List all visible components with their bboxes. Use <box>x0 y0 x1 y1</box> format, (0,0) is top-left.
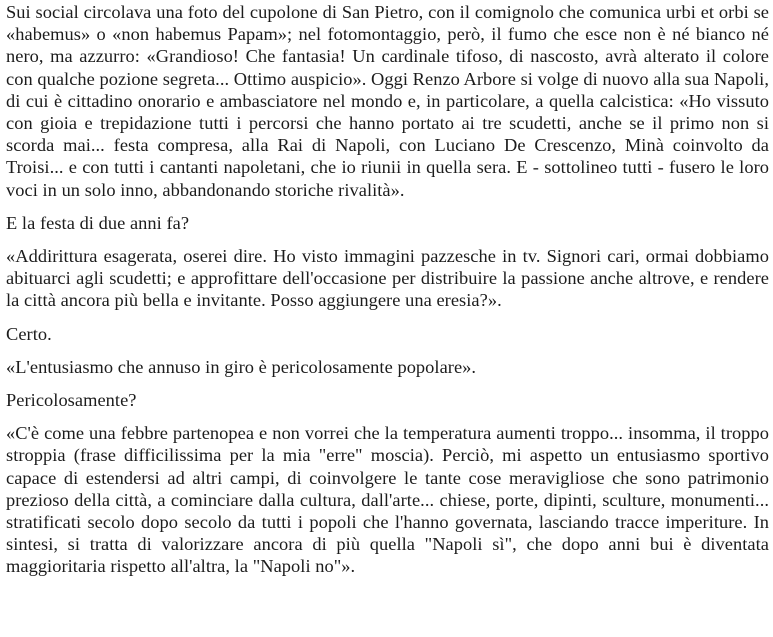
article-paragraph-intro: Sui social circolava una foto del cupolone di San Pietro, con il comignolo che comunica urbi et orbi se «habemus» o «non habemus Papam»; nel fotomontaggio, però, il fumo che esce non è né bianco né nero, ma azzurro: «Grandioso! Che fantasia! Un cardinale tifoso, di nascosto, avrà alterato il colore con qualche pozione segreta... Ottimo auspicio». Oggi Renzo Arbore si volge di nuovo alla sua Napoli, di cui è cittadino onorario e ambasciatore nel mondo e, in particolare, a quella calcistica: «Ho vissuto con gioia e trepidazione tutti i percorsi che hanno portato ai tre scudetti, anche se il primo non si scorda mai... festa compresa, alla Rai di Napoli, con Luciano De Crescenzo, Minà coinvolto da Troisi... e con tutti i cantanti napoletani, che io riunii in quella sera. E - sottolineo tutti - fusero le loro voci in un solo inno, abbandonando storiche rivalità». <box>6 2 769 200</box>
interview-answer: «L'entusiasmo che annuso in giro è pericolosamente popolare». <box>6 356 477 377</box>
interview-answer: «Addirittura esagerata, oserei dire. Ho visto immagini pazzesche in tv. Signori cari, ormai dobbiamo abituarci agli scudetti; e approfittare dell'occasione per distribuire la passione anche altrove, e rendere la città ancora più bella e invitante. Posso aggiungere una eresia?». <box>6 246 769 311</box>
interview-question: E la festa di due anni fa? <box>6 212 190 233</box>
interview-question: Pericolosamente? <box>6 390 137 411</box>
interview-question: Certo. <box>6 323 52 344</box>
interview-answer: «C'è come una febbre partenopea e non vorrei che la temperatura aumenti troppo... insomma, il troppo stroppia (frase difficilissima per la mia "erre" moscia). Perciò, mi aspetto un entusiasmo sportivo capace di estendersi ad altri campi, di coinvolgere le tante cose meravigliose che sono patrimonio prezioso della città, a cominciare dalla cultura, dall'arte... chiese, porte, dipinti, sculture, monumenti... stratificati secolo dopo secolo da tutti i popoli che l'hanno governata, lasciando tracce imperiture. In sintesi, si tratta di valorizzare ancora di più quella "Napoli sì", che dopo anni bui è diventata maggioritaria rispetto all'altra, la "Napoli no"». <box>6 423 769 577</box>
